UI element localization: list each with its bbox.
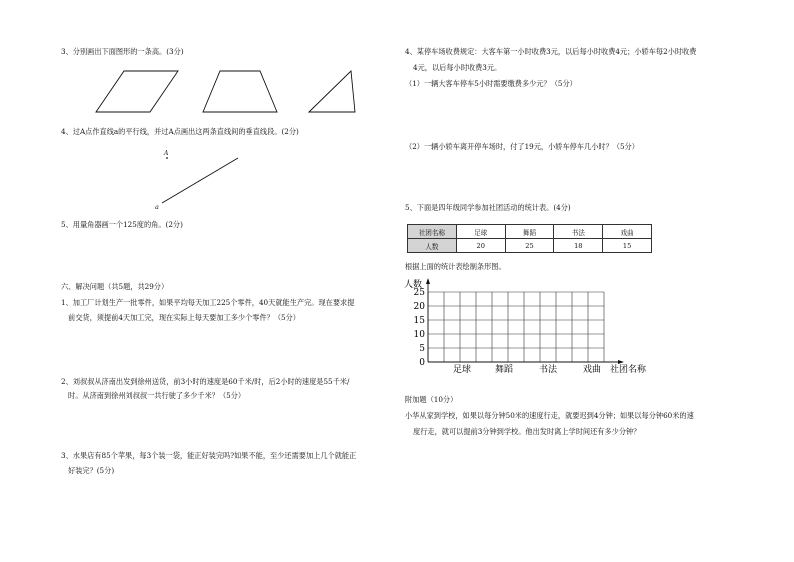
y-tick-label: 20: [413, 302, 425, 312]
chart-instruction: 根据上面的统计表绘制条形图。: [405, 262, 506, 271]
question-4-parallel-line: 4、过A点作直线a的平行线，并过A点画出这两条直线间的垂直线段。(2分): [61, 127, 299, 136]
question-3-draw-heights: 3、分别画出下面图形的一条高。(3分): [61, 47, 184, 56]
chart-y-label: 人数: [404, 280, 423, 290]
problem-2-line-1: 2、刘叔叔从济南出发到徐州送货，前3小时的速度是60千米/时，后2小时的速度是55千米/: [61, 377, 350, 386]
line-a: [160, 156, 260, 206]
table-cell-club: 舞蹈: [505, 225, 554, 239]
parallelogram-shape: [96, 71, 178, 112]
point-a-label: A: [164, 150, 169, 157]
section-6-title: 六、解决问题（共5题，共29分）: [61, 282, 169, 291]
table-row: [408, 239, 652, 253]
y-tick-label: 15: [413, 316, 425, 326]
right-question-5: 5、下面是四年级同学参加社团活动的统计表。(4分): [405, 203, 571, 212]
y-tick-label: 5: [419, 344, 425, 354]
table-cell-count: 25: [505, 239, 554, 253]
right-question-4-line-2: 4元，以后每小时收费3元。: [413, 63, 502, 72]
y-tick-label: 10: [413, 330, 425, 340]
table-cell-club: 戏曲: [603, 225, 652, 239]
x-category-label: 舞蹈: [494, 365, 514, 375]
bonus-line-1: 小华从家到学校，如果以每分钟50米的速度行走，就要迟到4分钟；如果以每分钟60米的速: [405, 411, 694, 420]
table-cell-count: 20: [456, 239, 505, 253]
chart-x-label: 社团名称: [610, 365, 647, 375]
problem-3-line-2: 好装完？(5分): [68, 466, 115, 475]
y-tick-label: 0: [419, 358, 425, 368]
question-5-draw-angle: 5、用量角器画一个125度的角。(2分): [61, 220, 183, 229]
table-cell-count: 18: [554, 239, 603, 253]
x-category-label: 戏曲: [582, 365, 602, 375]
chart-x-categories: [453, 363, 601, 375]
table-cell-club: 足球: [456, 225, 505, 239]
problem-1-line-1: 1、加工厂计划生产一批零件，如果平均每天加工225个零件，40天就能生产完。现在要求提: [61, 298, 355, 307]
y-axis-arrow: [426, 278, 430, 284]
club-stats-table: [407, 224, 652, 253]
bonus-title: 附加题（10分）: [405, 395, 458, 404]
chart-gridlines: [428, 292, 604, 362]
x-axis-arrow: [618, 360, 624, 364]
right-question-4-line-1: 4、某停车场收费规定：大客车第一小时收费3元，以后每小时收费4元；小轿车每2小时收费: [405, 47, 697, 56]
right-question-4-sub-1: （1）一辆大客车停车5小时需要缴费多少元？（5分）: [405, 79, 577, 88]
problem-2-line-2: 时。从济南到徐州刘叔叔一共行驶了多少千米？（5分）: [68, 391, 246, 400]
x-category-label: 足球: [452, 365, 472, 375]
bar-chart-grid: [400, 276, 660, 376]
trapezoid-shape: [203, 71, 277, 112]
y-tick-label: 25: [413, 288, 425, 298]
problem-1-line-2: 前交货，须提前4天加工完，现在实际上每天要加工多少个零件？（5分）: [68, 313, 300, 322]
problem-3-line-1: 3、水果店有85个苹果，每3个装一袋，能正好装完吗?如果不能，至少还需要加上几个就能正: [61, 451, 357, 460]
chart-y-ticks: [414, 288, 426, 368]
table-cell-club: 书法: [554, 225, 603, 239]
shapes-figures: [96, 68, 396, 118]
table-row: [408, 225, 652, 239]
x-category-label: 书法: [538, 365, 558, 375]
line-a-label: a: [155, 203, 159, 211]
table-cell-count: 15: [603, 239, 652, 253]
right-question-4-sub-2: （2）一辆小轿车离开停车场时，付了19元，小轿车停车几小时？（5分）: [405, 142, 639, 151]
bonus-line-2: 度行走，就可以提前3分钟到学校。他出发时离上学时间还有多少分钟？: [413, 427, 641, 436]
table-header-count: 人数: [408, 239, 457, 253]
triangle-shape: [309, 71, 355, 112]
table-header-club-name: 社团名称: [408, 225, 457, 239]
